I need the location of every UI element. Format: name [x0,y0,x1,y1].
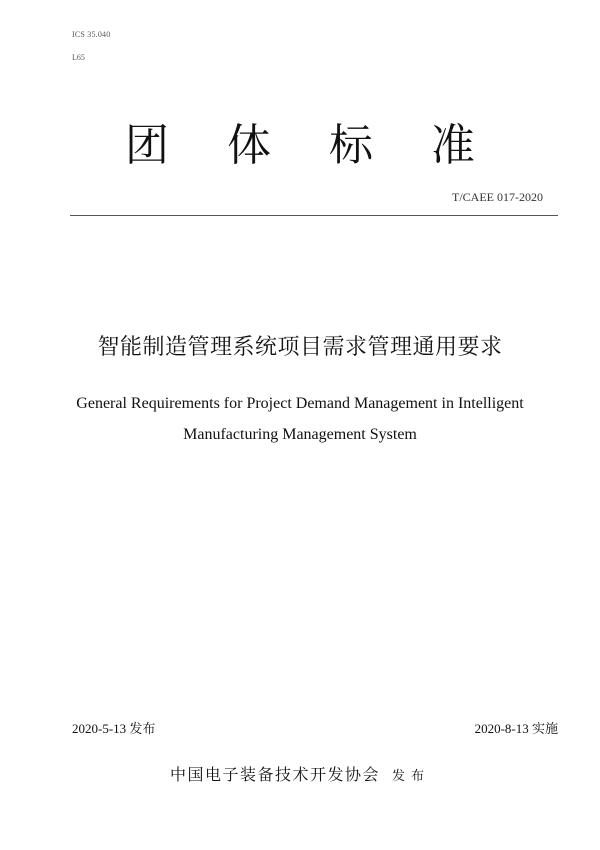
document-type-char: 团 [125,120,169,171]
document-type-char: 准 [431,120,475,171]
ccs-code: L65 [72,53,85,62]
document-type-char: 体 [227,120,271,171]
document-type-char: 标 [329,120,373,171]
publisher-name: 中国电子装备技术开发协会 [169,765,380,784]
header-divider [70,215,558,216]
title-chinese: 智能制造管理系统项目需求管理通用要求 [97,335,503,360]
standard-number: T/CAEE 017-2020 [452,190,543,204]
publish-date: 2020-5-13 发布 [72,721,156,736]
implement-date: 2020-8-13 实施 [474,721,558,736]
title-english-line-2: Manufacturing Management System [183,426,417,443]
publish-verb: 发布 [392,769,431,784]
ics-code: ICS 35.040 [72,30,111,39]
title-english-line-1: General Requirements for Project Demand Management in Intelligent [76,395,524,412]
document-type-heading [0,118,600,174]
publisher-line [0,762,600,785]
